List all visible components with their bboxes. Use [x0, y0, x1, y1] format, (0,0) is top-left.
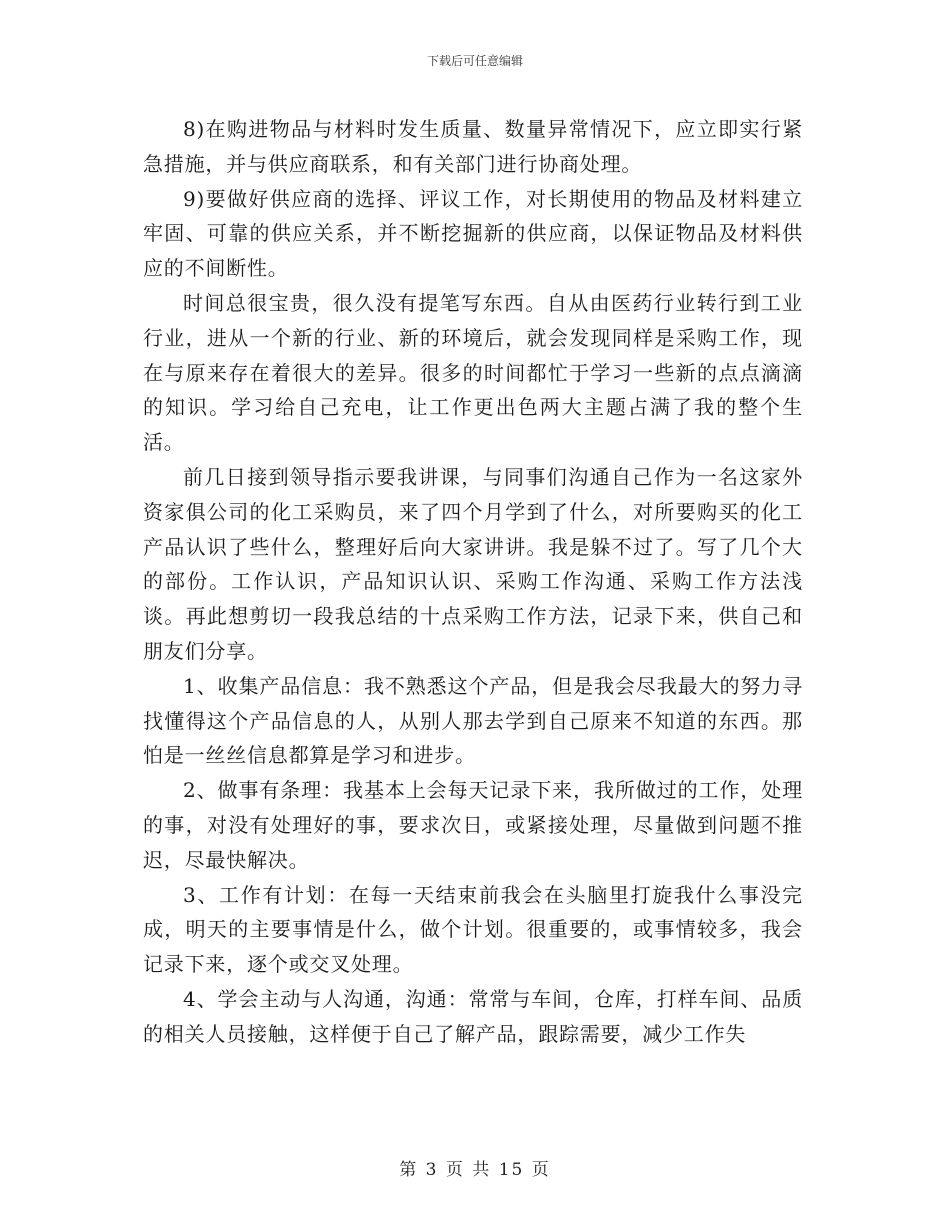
paragraph-item-8: 8)在购进物品与材料时发生质量、数量异常情况下，应立即实行紧急措施，并与供应商联系，和有关部门进行协商处理。 [143, 117, 803, 176]
paragraph-method-3: 3、工作有计划：在每一天结束前我会在头脑里打旋我什么事没完成，明天的主要事情是什么，做个计划。很重要的，或事情较多，我会记录下来，逐个或交叉处理。 [143, 882, 803, 977]
page-header: 下载后可任意编辑 [426, 54, 523, 68]
document-body [143, 112, 803, 1052]
paragraph-method-4: 4、学会主动与人沟通，沟通：常常与车间，仓库，打样车间、品质的相关人员接触，这样便于自己了解产品，跟踪需要，减少工作失 [143, 986, 803, 1046]
paragraph-intro: 时间总很宝贵，很久没有提笔写东西。自从由医药行业转行到工业行业，进从一个新的行业、新的环境后，就会发现同样是采购工作，现在与原来存在着很大的差异。很多的时间都忙于学习一些新的点点滴滴的知识。学习给自己充电，让工作更出色两大主题占满了我的整个生活。 [143, 290, 803, 455]
paragraph-method-2: 2、做事有条理：我基本上会每天记录下来，我所做过的工作，处理的事，对没有处理好的事，要求次日，或紧接处理，尽量做到问题不推迟，尽最快解决。 [143, 778, 803, 872]
paragraph-item-9: 9)要做好供应商的选择、评议工作，对长期使用的物品及材料建立牢固、可靠的供应关系，并不断挖掘新的供应商，以保证物品及材料供应的不间断性。 [143, 186, 803, 281]
paragraph-method-1: 1、收集产品信息：我不熟悉这个产品，但是我会尽我最大的努力寻找懂得这个产品信息的人，从别人那去学到自己原来不知道的东西。那怕是一丝丝信息都算是学习和进步。 [143, 673, 803, 768]
page-number-footer: 第 3 页 共 15 页 [399, 1160, 551, 1180]
paragraph-context: 前几日接到领导指示要我讲课，与同事们沟通自己作为一名这家外资家俱公司的化工采购员，来了四个月学到了什么，对所要购买的化工产品认识了些什么，整理好后向大家讲讲。我是躲不过了。写了几个大的部份。工作认识，产品知识认识、采购工作沟通、采购工作方法浅谈。再此想剪切一段我总结的十点采购工作方法，记录下来，供自己和朋友们分享。 [143, 464, 803, 663]
